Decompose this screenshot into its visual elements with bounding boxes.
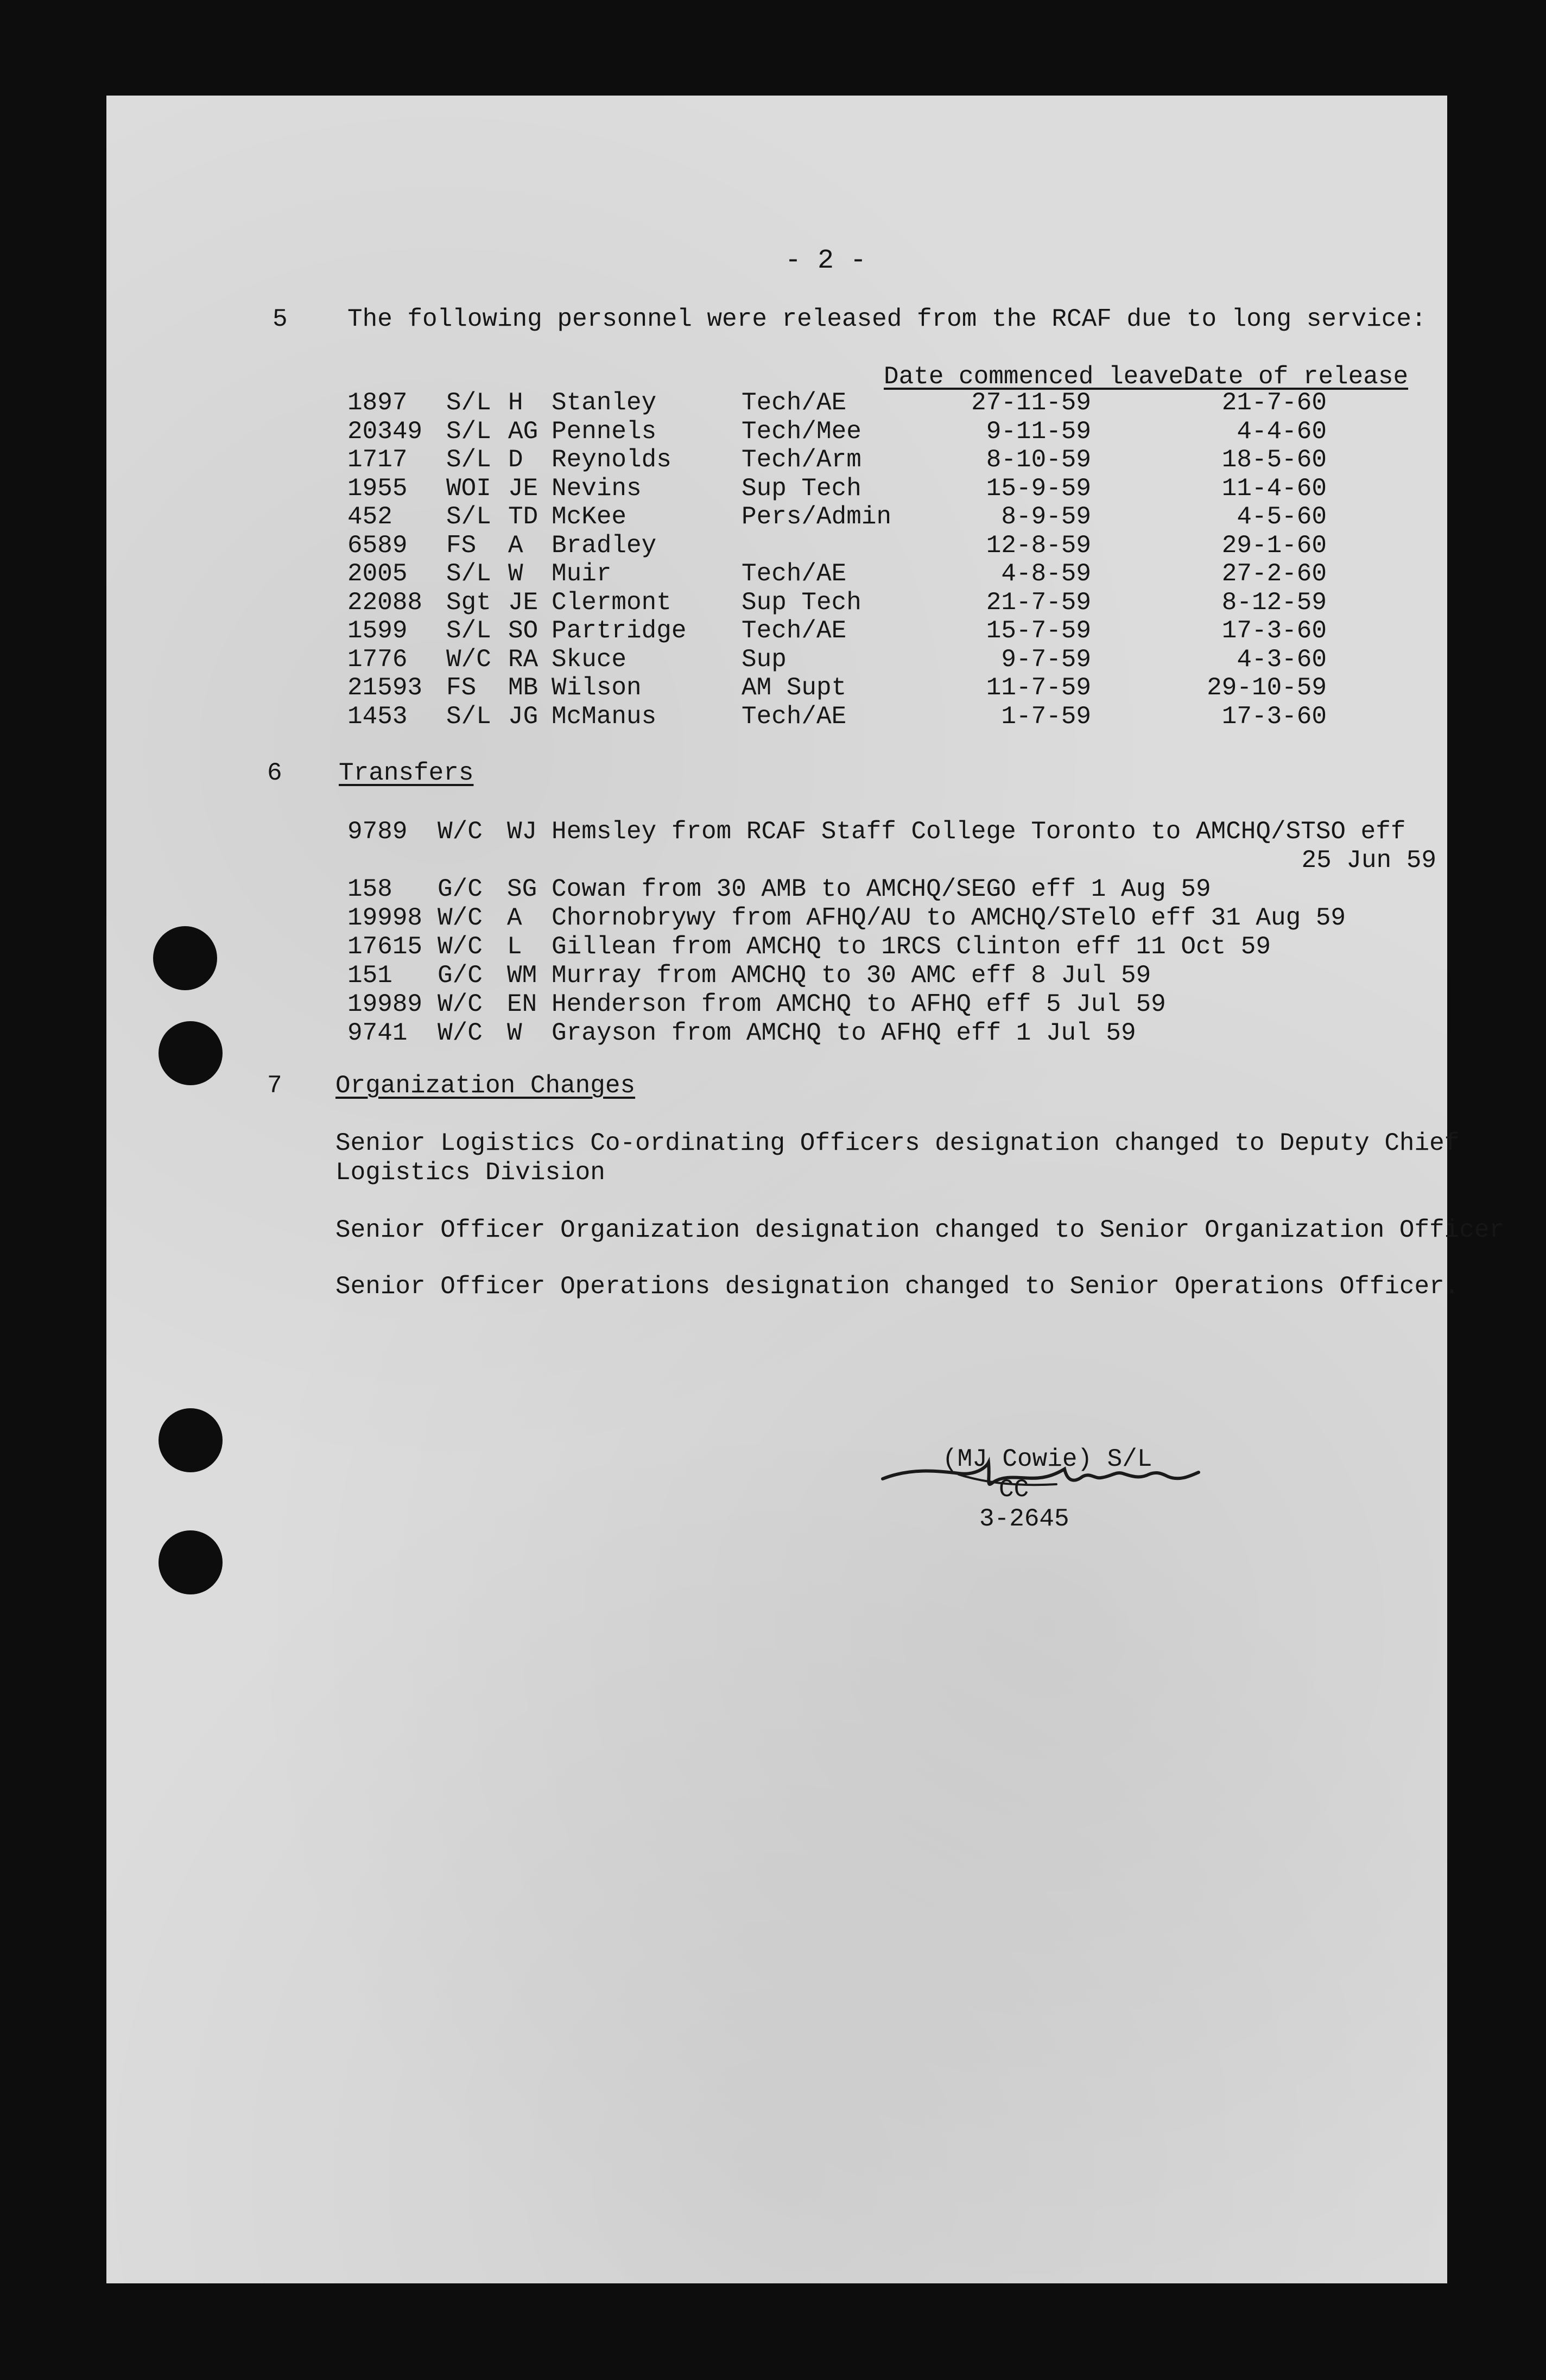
release-row-branch: Sup Tech (742, 588, 861, 617)
transfer-rank: W/C (438, 904, 483, 932)
release-row-rank: WOI (446, 474, 491, 503)
release-row-surname: Partridge (552, 617, 687, 645)
release-row-initials: RA (508, 645, 538, 674)
transfer-details: Grayson from AMCHQ to AFHQ eff 1 Jul 59 (552, 1019, 1136, 1047)
release-row-rank: S/L (446, 617, 491, 645)
release-row-surname: McKee (552, 503, 627, 531)
punch-hole (153, 926, 217, 990)
transfer-initials: L (507, 933, 522, 961)
section-6-title: Transfers (339, 759, 474, 787)
release-row-leave-date: 15-9-59 (986, 474, 1091, 503)
release-row-release-date: 29-10-59 (1207, 674, 1327, 702)
release-row-release-date: 4-3-60 (1237, 645, 1327, 674)
release-row-release-date: 4-4-60 (1237, 417, 1327, 446)
transfer-personnel-number: 158 (347, 875, 392, 903)
release-row-surname: Bradley (552, 531, 657, 560)
transfer-personnel-number: 19998 (347, 904, 423, 932)
release-row-branch: Sup Tech (742, 474, 861, 503)
transfer-personnel-number: 9789 (347, 818, 408, 846)
release-row-leave-date: 12-8-59 (986, 531, 1091, 560)
section-5-intro: The following personnel were released from the RCAF due to long service: (347, 305, 1427, 333)
release-row-initials: SO (508, 617, 538, 645)
column-header-date-of-release: Date of release (1183, 363, 1409, 391)
signatory-office: CC (999, 1476, 1029, 1504)
release-row-surname: Wilson (552, 674, 642, 702)
section-7-title: Organization Changes (335, 1072, 636, 1100)
transfer-personnel-number: 151 (347, 961, 392, 990)
release-row-release-date: 17-3-60 (1221, 617, 1327, 645)
release-row-leave-date: 9-11-59 (986, 417, 1091, 446)
transfer-details: Hemsley from RCAF Staff College Toronto to AMCHQ/STSO eff (552, 818, 1406, 846)
release-row-release-date: 18-5-60 (1221, 446, 1327, 474)
release-row-leave-date: 8-10-59 (986, 446, 1091, 474)
release-row-branch: Tech/AE (742, 389, 847, 417)
release-row-surname: Clermont (552, 588, 671, 617)
release-row-leave-date: 11-7-59 (986, 674, 1091, 702)
release-row-branch: Tech/AE (742, 702, 847, 731)
release-row-personnel-number: 21593 (347, 674, 423, 702)
punch-hole (159, 1408, 223, 1472)
transfer-initials: EN (507, 990, 537, 1018)
transfer-rank: G/C (438, 961, 483, 990)
transfer-initials: W (507, 1019, 522, 1047)
release-row-rank: W/C (446, 645, 491, 674)
release-row-release-date: 17-3-60 (1221, 702, 1327, 731)
punch-hole (159, 1021, 223, 1085)
release-row-rank: S/L (446, 417, 491, 446)
release-row-personnel-number: 452 (347, 503, 392, 531)
release-row-rank: Sgt (446, 588, 491, 617)
document-page (106, 96, 1505, 2283)
section-7-number: 7 (267, 1072, 282, 1100)
handwritten-signature (877, 1384, 1214, 1568)
release-row-rank: S/L (446, 702, 491, 731)
transfer-initials: WJ (507, 818, 537, 846)
transfer-rank: W/C (438, 933, 483, 961)
release-row-rank: S/L (446, 503, 491, 531)
release-row-personnel-number: 6589 (347, 531, 408, 560)
transfer-details: Murray from AMCHQ to 30 AMC eff 8 Jul 59 (552, 961, 1151, 990)
release-row-personnel-number: 1453 (347, 702, 408, 731)
transfer-details-continued: 25 Jun 59 (1301, 846, 1436, 875)
transfer-personnel-number: 19989 (347, 990, 423, 1018)
transfer-initials: SG (507, 875, 537, 903)
release-row-leave-date: 1-7-59 (1001, 702, 1091, 731)
release-row-release-date: 4-5-60 (1237, 503, 1327, 531)
release-row-initials: JE (508, 474, 538, 503)
release-row-branch: Tech/Mee (742, 417, 861, 446)
release-row-initials: MB (508, 674, 538, 702)
release-row-personnel-number: 1955 (347, 474, 408, 503)
release-row-branch: Pers/Admin (742, 503, 892, 531)
transfer-details: Chornobrywy from AFHQ/AU to AMCHQ/STelO eff 31 Aug 59 (552, 904, 1346, 932)
transfer-initials: A (507, 904, 522, 932)
transfer-rank: G/C (438, 875, 483, 903)
release-row-surname: Muir (552, 560, 612, 588)
release-row-personnel-number: 1599 (347, 617, 408, 645)
transfer-details: Cowan from 30 AMB to AMCHQ/SEGO eff 1 Aug 59 (552, 875, 1211, 903)
release-row-rank: S/L (446, 446, 491, 474)
column-header-date-commenced-leave: Date commenced leave (884, 363, 1184, 391)
org-change-paragraph-3: Senior Officer Operations designation changed to Senior Operations Officer. (335, 1273, 1460, 1301)
release-row-release-date: 29-1-60 (1221, 531, 1327, 560)
release-row-release-date: 27-2-60 (1221, 560, 1327, 588)
release-row-branch: Tech/Arm (742, 446, 861, 474)
release-row-leave-date: 15-7-59 (986, 617, 1091, 645)
release-row-leave-date: 9-7-59 (1001, 645, 1091, 674)
transfer-personnel-number: 9741 (347, 1019, 408, 1047)
release-row-rank: FS (446, 674, 477, 702)
transfer-details: Gillean from AMCHQ to 1RCS Clinton eff 11 Oct 59 (552, 933, 1271, 961)
page-number: - 2 - (785, 245, 867, 276)
transfer-personnel-number: 17615 (347, 933, 423, 961)
release-row-rank: FS (446, 531, 477, 560)
release-row-leave-date: 8-9-59 (1001, 503, 1091, 531)
transfer-rank: W/C (438, 818, 483, 846)
transfer-rank: W/C (438, 990, 483, 1018)
org-change-paragraph-2: Senior Officer Organization designation changed to Senior Organization Officer (335, 1216, 1505, 1244)
release-row-branch: Tech/AE (742, 560, 847, 588)
release-row-leave-date: 27-11-59 (971, 389, 1091, 417)
release-row-initials: D (508, 446, 523, 474)
release-row-leave-date: 21-7-59 (986, 588, 1091, 617)
release-row-surname: McManus (552, 702, 657, 731)
release-row-personnel-number: 22088 (347, 588, 423, 617)
release-row-surname: Nevins (552, 474, 642, 503)
signatory-name: (MJ Cowie) S/L (942, 1445, 1152, 1473)
org-change-paragraph-1: Senior Logistics Co-ordinating Officers designation changed to Deputy Chief (335, 1129, 1460, 1157)
release-row-branch: Tech/AE (742, 617, 847, 645)
transfer-details: Henderson from AMCHQ to AFHQ eff 5 Jul 59 (552, 990, 1166, 1018)
release-row-branch: AM Supt (742, 674, 847, 702)
release-row-release-date: 11-4-60 (1221, 474, 1327, 503)
punch-hole (159, 1530, 223, 1594)
release-row-initials: TD (508, 503, 538, 531)
release-row-personnel-number: 1776 (347, 645, 408, 674)
signatory-phone: 3-2645 (979, 1505, 1069, 1533)
release-row-rank: S/L (446, 560, 491, 588)
section-6-number: 6 (267, 759, 282, 787)
transfer-rank: W/C (438, 1019, 483, 1047)
release-row-rank: S/L (446, 389, 491, 417)
release-row-initials: AG (508, 417, 538, 446)
release-row-initials: H (508, 389, 523, 417)
transfer-initials: WM (507, 961, 537, 990)
section-5-number: 5 (273, 305, 288, 333)
release-row-initials: A (508, 531, 523, 560)
release-row-personnel-number: 2005 (347, 560, 408, 588)
release-row-personnel-number: 1717 (347, 446, 408, 474)
release-row-personnel-number: 1897 (347, 389, 408, 417)
release-row-initials: JE (508, 588, 538, 617)
release-row-surname: Stanley (552, 389, 657, 417)
release-row-branch: Sup (742, 645, 787, 674)
release-row-leave-date: 4-8-59 (1001, 560, 1091, 588)
release-row-release-date: 21-7-60 (1221, 389, 1327, 417)
release-row-initials: JG (508, 702, 538, 731)
release-row-personnel-number: 20349 (347, 417, 423, 446)
release-row-surname: Reynolds (552, 446, 671, 474)
release-row-surname: Skuce (552, 645, 627, 674)
release-row-surname: Pennels (552, 417, 657, 446)
release-row-release-date: 8-12-59 (1221, 588, 1327, 617)
org-change-paragraph-1-continued: Logistics Division (335, 1159, 605, 1187)
release-row-initials: W (508, 560, 523, 588)
